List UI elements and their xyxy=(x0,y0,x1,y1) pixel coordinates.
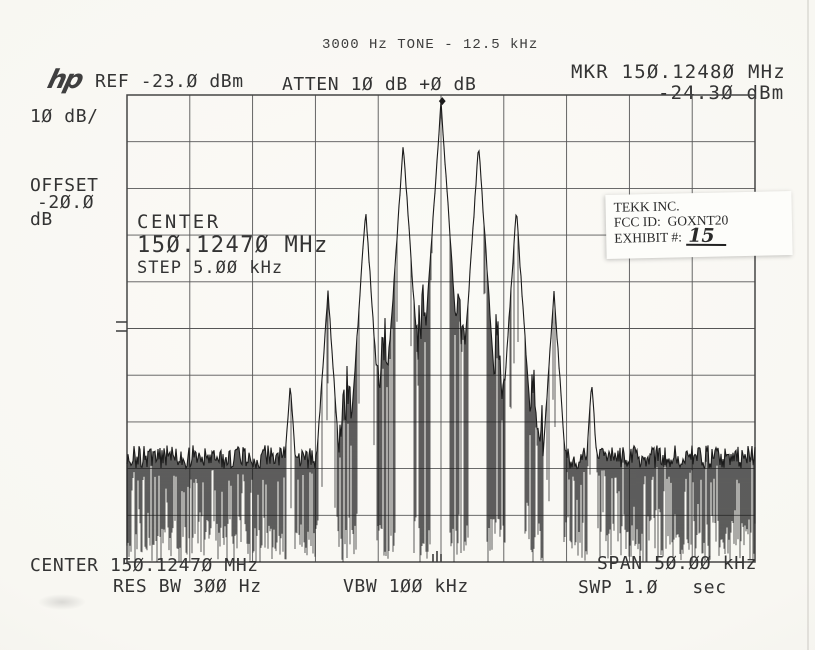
exhibit-label: EXHIBIT #: xyxy=(614,229,683,246)
footer-sweep-time: SWP 1.Ø sec xyxy=(578,577,727,598)
annotation-step-size: STEP 5.ØØ kHz xyxy=(137,258,284,278)
scan-artifact-streak xyxy=(807,0,809,650)
attenuation-label: ATTEN 1Ø dB +Ø dB xyxy=(282,74,477,95)
sticker-exhibit-row xyxy=(614,226,792,247)
spectrum-plot xyxy=(127,95,755,562)
marker-frequency-readout: MKR 15Ø.1248Ø MHz xyxy=(571,61,786,83)
footer-res-bw: RES BW 3ØØ Hz xyxy=(113,576,262,597)
annotation-center-label: CENTER xyxy=(137,211,221,233)
offset-unit: dB xyxy=(30,209,53,230)
vertical-scale-label: 1Ø dB/ xyxy=(30,106,99,127)
sticker-fcc-id: FCC ID: GOXNT20 xyxy=(613,212,729,230)
annotation-center-frequency: 15Ø.1247Ø MHz xyxy=(137,233,329,258)
fcc-exhibit-sticker xyxy=(605,191,792,259)
page-title: 3000 Hz TONE - 12.5 kHz xyxy=(322,37,539,53)
sticker-company: TEKK INC. xyxy=(613,198,680,215)
marker-amplitude-readout: -24.3Ø dBm xyxy=(658,82,785,104)
ref-level-label: REF -23.Ø dBm xyxy=(95,71,244,92)
marker-diamond xyxy=(439,97,446,105)
hp-logo: hp xyxy=(44,65,85,95)
footer-span: SPAN 5Ø.ØØ kHz xyxy=(597,553,758,574)
scan-artifact-smudge xyxy=(38,594,86,610)
exhibit-number-handwritten: 15 xyxy=(686,229,727,246)
footer-center-frequency: CENTER 15Ø.1247Ø MHz xyxy=(30,555,259,576)
footer-vbw: VBW 1ØØ kHz xyxy=(343,576,469,597)
offset-label: OFFSET xyxy=(30,175,99,196)
offset-value: -2Ø.Ø xyxy=(37,192,95,213)
